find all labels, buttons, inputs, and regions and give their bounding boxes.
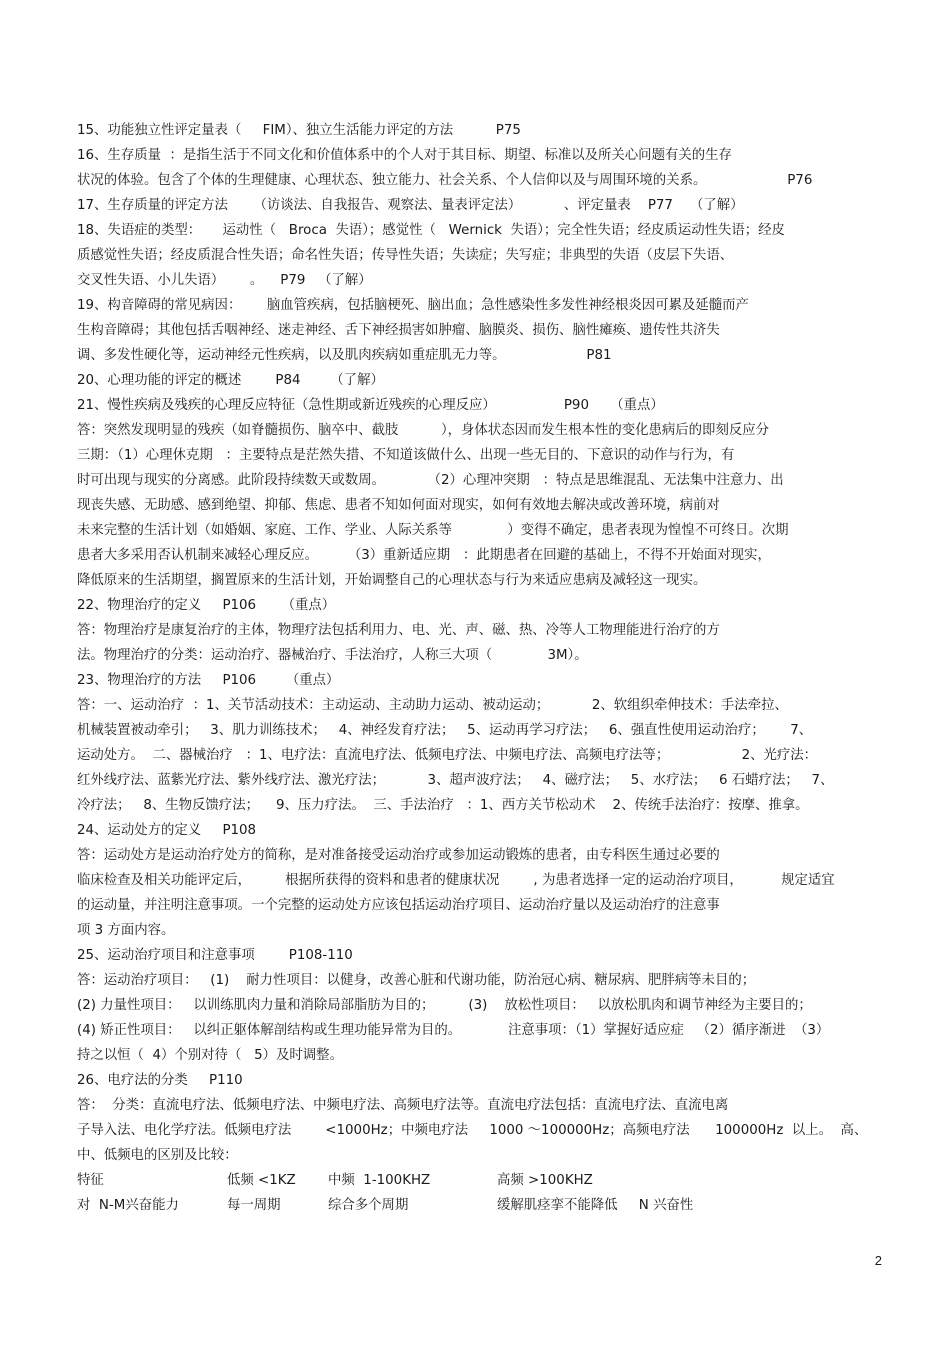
table-cell: 对 N-M兴奋能力 (77, 1198, 179, 1213)
text-line: 冷疗法； 8、生物反馈疗法； 9、压力疗法。 三、手法治疗 ：1、西方关节松动术 2、传统手法治疗：按摩、推拿。 (77, 798, 809, 813)
text-line: 红外线疗法、蓝紫光疗法、紫外线疗法、激光疗法； 3、超声波疗法； 4、磁疗法； 5、水疗法； 6 石蜡疗法； 7、 (77, 773, 834, 788)
text-line: 答：物理治疗是康复治疗的主体，物理疗法包括利用力、电、光、声、磁、热、冷等人工物理能进行治疗的方 (77, 623, 720, 638)
text-line: 临床检查及相关功能评定后， 根据所获得的资料和患者的健康状况 , 为患者选择一定的运动治疗项目， 规定适宜 (77, 873, 835, 888)
table-cell: 特征 (77, 1173, 104, 1188)
text-line: 23、物理治疗的方法 P106 （重点） (77, 673, 340, 688)
text-line: 机械装置被动牵引； 3、肌力训练技术； 4、神经发育疗法； 5、运动再学习疗法； 6、强直性使用运动治疗； 7、 (77, 723, 813, 738)
text-line: 运动处方。 二、器械治疗 ：1、电疗法：直流电疗法、低频电疗法、中频电疗法、高频电疗法等； 2、光疗法： (77, 748, 818, 763)
text-line: 状况的体验。包含了个体的生理健康、心理状态、独立能力、社会关系、个人信仰以及与周围环境的关系。 P76 (77, 173, 813, 188)
text-line: 调、多发性硬化等，运动神经元性疾病，以及肌肉疾病如重症肌无力等。 P81 (77, 348, 612, 363)
text-line: 法。物理治疗的分类：运动治疗、器械治疗、手法治疗，人称三大项（ 3M）。 (77, 648, 588, 663)
text-line: 子导入法、电化学疗法。低频电疗法 <1000Hz；中频电疗法 1000 ～100000Hz；高频电疗法 100000Hz 以上。 高、 (77, 1123, 868, 1138)
table-row (77, 1168, 889, 1193)
page-number: 2 (874, 1253, 882, 1268)
text-line: 18、失语症的类型： 运动性（ Broca 失语）；感觉性（ Wernick 失语）；完全性失语；经皮质运动性失语；经皮 (77, 223, 785, 238)
table-cell: 中频 1-100KHZ (328, 1173, 431, 1188)
text-line: 答：突然发现明显的残疾（如脊髓损伤、脑卒中、截肢 ），身体状态因而发生根本性的变化患病后的即刻反应分 (77, 423, 770, 438)
table-cell: 低频 <1KZ (227, 1173, 296, 1188)
table-cell: 缓解肌痉挛不能降低 N 兴奋性 (497, 1198, 694, 1213)
text-line: 16、生存质量 ：是指生活于不同文化和价值体系中的个人对于其目标、期望、标准以及所关心问题有关的生存 (77, 148, 732, 163)
text-line: 的运动量，并注明注意事项。一个完整的运动处方应该包括运动治疗项目、运动治疗量以及运动治疗的注意事 (77, 898, 720, 913)
text-line: 时可出现与现实的分离感。此阶段持续数天或数周。 （2）心理冲突期 ：特点是思维混乱、无法集中注意力、出 (77, 473, 784, 488)
text-line: (4) 矫正性项目： 以纠正躯体解剖结构或生理功能异常为目的。 注意事项：（1）掌握好适应症 （2）循序渐进 （3） (77, 1023, 830, 1038)
text-line: 24、运动处方的定义 P108 (77, 823, 257, 838)
text-line: 持之以恒（ 4）个别对待（ 5）及时调整。 (77, 1048, 343, 1063)
text-line: (2) 力量性项目： 以训练肌肉力量和消除局部脂肪为目的； (3) 放松性项目： 以放松肌肉和调节神经为主要目的； (77, 998, 812, 1013)
document-body (77, 118, 889, 1218)
text-line: 21、慢性疾病及残疾的心理反应特征（急性期或新近残疾的心理反应） P90 （重点） (77, 398, 664, 413)
text-line: 交叉性失语、小儿失语） 。 P79 （了解） (77, 273, 372, 288)
text-line: 未来完整的生活计划（如婚姻、家庭、工作、学业、人际关系等 ）变得不确定，患者表现为惶惶不可终日。次期 (77, 523, 789, 538)
text-line: 答：运动治疗项目： (1) 耐力性项目：以健身，改善心脏和代谢功能，防治冠心病、糖尿病、肥胖病等未目的； (77, 973, 756, 988)
text-line: 生构音障碍；其他包括舌咽神经、迷走神经、舌下神经损害如肿瘤、脑膜炎、损伤、脑性瘫痪、遗传性共济失 (77, 323, 720, 338)
table-cell: 高频 >100KHZ (497, 1173, 593, 1188)
text-line: 答： 分类：直流电疗法、低频电疗法、中频电疗法、高频电疗法等。直流电疗法包括：直流电疗法、直流电离 (77, 1098, 729, 1113)
table-row (77, 1193, 889, 1218)
text-line: 降低原来的生活期望，搁置原来的生活计划，开始调整自己的心理状态与行为来适应患病及减轻这一现实。 (77, 573, 707, 588)
table-cell: 综合多个周期 (328, 1198, 409, 1213)
text-line: 质感觉性失语；经皮质混合性失语；命名性失语；传导性失语；失读症；失写症；非典型的失语（皮层下失语、 (77, 248, 734, 263)
text-line: 17、生存质量的评定方法 （访谈法、自我报告、观察法、量表评定法） 、评定量表 P77 （了解） (77, 198, 744, 213)
text-line: 患者大多采用否认机制来减轻心理反应。 （3）重新适应期 ：此期患者在回避的基础上，不得不开始面对现实， (77, 548, 771, 563)
table-cell: 每一周期 (227, 1198, 281, 1213)
text-line: 现丧失感、无助感、感到绝望、抑郁、焦虑、患者不知如何面对现实，如何有效地去解决或改善环境，病前对 (77, 498, 720, 513)
text-line: 25、运动治疗项目和注意事项 P108-110 (77, 948, 353, 963)
text-line: 三期：（1）心理休克期 ：主要特点是茫然失措、不知道该做什么、出现一些无目的、下意识的动作与行为，有 (77, 448, 735, 463)
text-line: 19、构音障碍的常见病因： 脑血管疾病，包括脑梗死、脑出血；急性感染性多发性神经根炎因可累及延髓而产 (77, 298, 749, 313)
text-line: 15、功能独立性评定量表（ FIM）、独立生活能力评定的方法 P75 (77, 123, 521, 138)
text-line: 项 3 方面内容。 (77, 923, 175, 938)
text-line: 中、低频电的区别及比较： (77, 1148, 238, 1163)
text-line: 答：一、运动治疗 ：1、关节活动技术：主动运动、主动助力运动、被动运动； 2、软组织牵伸技术：手法牵拉、 (77, 698, 788, 713)
text-line: 22、物理治疗的定义 P106 （重点） (77, 598, 336, 613)
text-line: 20、心理功能的评定的概述 P84 （了解） (77, 373, 384, 388)
text-line: 26、电疗法的分类 P110 (77, 1073, 243, 1088)
text-line: 答：运动处方是运动治疗处方的简称，是对准备接受运动治疗或参加运动锻炼的患者，由专科医生通过必要的 (77, 848, 720, 863)
